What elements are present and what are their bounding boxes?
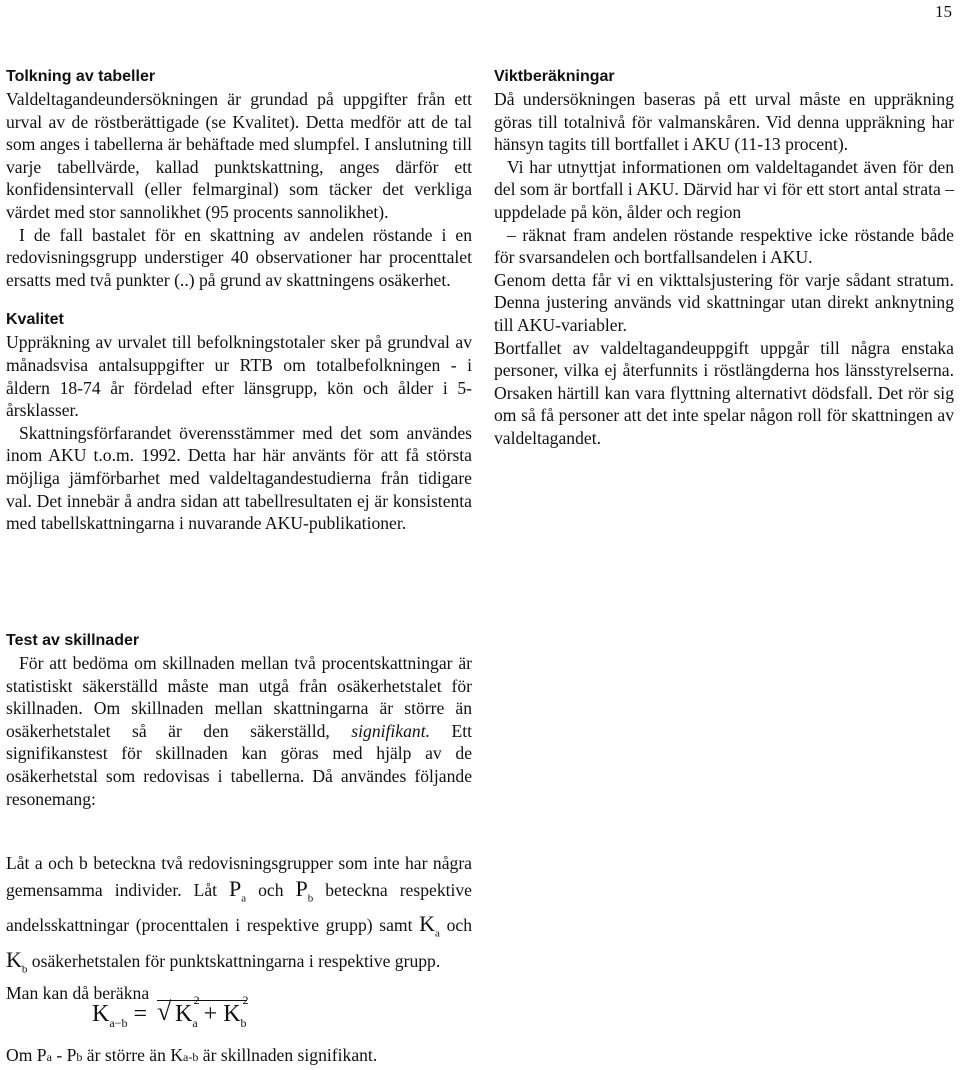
intro-text-d: och <box>446 915 472 936</box>
test-text-a: För att bedöma om skillnaden mellan två procentskattningar är statistiskt säkerställd måste man utgå från osäkerhetstalet för skillnaden. Om skillnaden mellan skattningarna är större än osäkerhetstalet så är den säkerställd, <box>6 653 472 741</box>
intro-text-a: Låt a och b beteckna två redovisningsgrupper som inte har några gemensamma individer. Låt <box>6 853 472 900</box>
conclusion-pb: Pb <box>66 1045 83 1065</box>
conclusion-line <box>6 1045 377 1066</box>
formula-intro-paragraph <box>6 850 472 982</box>
formula-term-kb: K 2 $_b$ <box>223 993 249 1030</box>
intro-text-e: osäkerhetstalen för punktskattningarna i respektive grupp. <box>31 950 441 971</box>
symbol-kb: $K_b$ <box>6 946 28 976</box>
formula-term-ka: K 2 $_a$ <box>174 993 200 1030</box>
section-test-av-skillnader <box>6 630 472 810</box>
symbol-pa: $P_a$ <box>229 876 247 905</box>
vikt-paragraph-2: Vi har utnyttjat informationen om valdeltagandet även för den del som är bortfall i AKU. Därvid har vi för ett stort antal strata – uppdelade på kön, ålder och region <box>494 156 954 222</box>
vikt-paragraph-3: – räknat fram andelen röstande respektive icke röstande både för svarsandelen och bortfallsandelen i AKU. <box>494 224 954 268</box>
square-root <box>157 993 249 1031</box>
heading-vikt: Viktberäkningar <box>494 68 615 85</box>
formula-k-a-b <box>92 993 249 1031</box>
symbol-pb: $P_b$ <box>295 876 314 905</box>
conclusion-text-2: är större än <box>86 1045 166 1065</box>
kvalitet-paragraph-2: Skattningsförfarandet överensstämmer med det som användes inom AKU t.o.m. 1992. Detta har här använts för att få största möjliga jämförbarhet med valdeltagandestudierna från tidigare val. Det innebär å andra sidan att tabellresultaten ej är konsistenta med tabellskattningarna i nuvarande AKU-publikationer. <box>6 422 472 534</box>
formula-lead-in: Man kan då beräkna <box>6 983 150 1004</box>
formula-lhs: $K_{a-b}$ <box>92 1001 128 1030</box>
vikt-paragraph-1: Då undersökningen baseras på ett urval måste en uppräkning göras till totalnivå för valmanskåren. Vid denna uppräkning har hänsyn tagits till bortfallet i AKU (11-13 procent). <box>494 89 954 155</box>
page-number: 15 <box>935 2 952 21</box>
vikt-paragraph-4: Genom detta får vi en vikttalsjustering för varje sådant stratum. Denna justering används vid skattningar utan direkt anknytning till AKU-variabler. <box>494 269 954 335</box>
tolkning-paragraph-2: I de fall bastalet för en skattning av andelen röstande i en redovisningsgrupp understiger 40 observationer har procenttalet ersatts med två punkter (..) på grund av skattningens osäkerhet. <box>6 224 472 290</box>
conclusion-pa: Pa <box>36 1045 52 1065</box>
section-kvalitet <box>6 309 472 534</box>
kvalitet-paragraph-1: Uppräkning av urvalet till befolkningstotaler sker på grundval av månadsvisa antalsuppgifter ur RTB om totalbefolkningen - i åldern 18-74 år fördelad efter länsgrupp, kön och ålder i 5-årsklasser. <box>6 332 472 421</box>
test-paragraph <box>6 652 472 810</box>
left-column <box>6 66 472 547</box>
symbol-ka: $K_a$ <box>419 911 440 940</box>
intro-text-c: beteckna respektive andelsskattningar (procenttalen i respektive grupp) samt <box>6 880 472 936</box>
heading-kvalitet: Kvalitet <box>6 311 64 329</box>
heading-test: Test av skillnader <box>6 632 140 649</box>
section-tolkning <box>6 66 472 291</box>
formula-intro <box>6 850 472 1005</box>
conclusion-text-1: Om <box>6 1045 33 1065</box>
conclusion-k: Ka-b <box>170 1045 199 1065</box>
test-text-b: Ett signifikanstest för skillnaden kan göras med hjälp av de osäkerhetstal som redovisas i tabellerna. Då användes följande resonemang: <box>6 720 472 809</box>
formula-equals: = <box>133 1001 147 1027</box>
vikt-paragraph-5: Bortfallet av valdeltagandeuppgift uppgår till några enstaka personer, vilka ej återfunnits i röstlängderna hos länsstyrelserna. Orsaken härtill kan vara flyttning alternativt dödsfall. Det rör sig om så få personer att det inte spelar någon roll för skattningen av valdeltagandet. <box>494 337 954 448</box>
conclusion-dash: - <box>51 1045 67 1065</box>
intro-text-b: och <box>258 880 284 900</box>
right-column <box>494 66 954 462</box>
tolkning-paragraph-1: Valdeltagandeundersökningen är grundad på uppgifter från ett urval av de röstberättigade (se Kvalitet). Detta medför att de tal som anges i tabellerna är behäftade med slumpfel. I anslutning till varje tabellvärde, kallad punktskattning, anges därför ett konfidensintervall (eller felmarginal) som täcker det verkliga värdet med stor sannolikhet (95 procents sannolikhet). <box>6 89 472 222</box>
formula-plus: + <box>203 1001 218 1027</box>
section-viktberakningar <box>494 66 954 450</box>
test-text-em: signifikant. <box>351 720 430 741</box>
heading-tolkning: Tolkning av tabeller <box>6 68 156 85</box>
conclusion-text-3: är skillnaden signifikant. <box>202 1045 378 1065</box>
